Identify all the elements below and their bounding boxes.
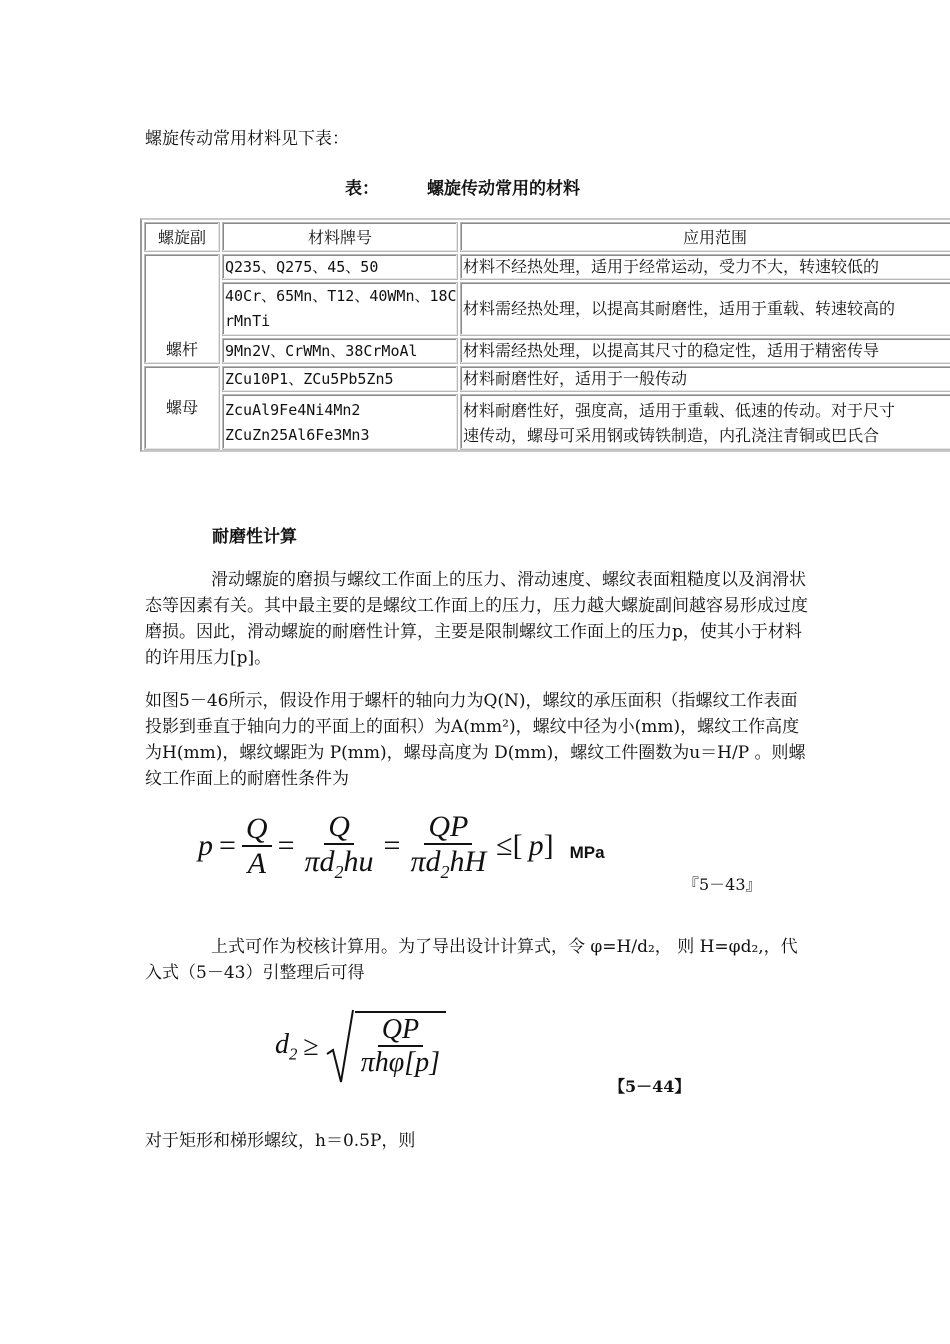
equation-number-5-43: 『5－43』: [683, 875, 762, 894]
table-caption: [345, 174, 580, 199]
table-row: 9Mn2V、CrWMn、38CrMoAl: [222, 338, 458, 364]
table-row-application: 材料需经热处理，以提高其尺寸的稳定性，适用于精密传导: [460, 338, 950, 364]
paragraph-wear: [145, 567, 813, 671]
sqrt-sign-icon: [325, 1008, 355, 1086]
formula-unit: MPa: [569, 843, 605, 863]
header-pair: 螺旋副: [144, 222, 220, 252]
table-row-application: 材料耐磨性好，适用于一般传动: [460, 366, 950, 392]
header-material: 材料牌号: [222, 222, 458, 252]
paragraph-condition: 如图5－46所示，假设作用于螺杆的轴向力为Q(N)，螺纹的承压面积（指螺纹工作表面投影到垂直于轴向力的平面上的面积）为A(mm²)，螺纹中径为小(mm)，螺纹工作高度为H(mm)，螺纹螺距为 P(mm)，螺母高度为 D(mm)，螺纹工件圈数为u＝H/P 。则螺纹工作面上的耐磨性条件为: [145, 691, 806, 789]
formula-5-43: p = $\frac{Q}{A}$ = $\frac{Q}{\pi d_2hu}$ = $\frac{QP}{\pi d_2hH}$ ≤[ p ] MPa: [198, 810, 605, 882]
paragraph-design: [145, 934, 813, 986]
paragraph-design-text: 上式可作为校核计算用。为了导出设计计算式，令 φ=H/d₂， 则 H=φd₂,，代入式（5－43）引整理后可得: [145, 937, 798, 983]
group-screw-label: 螺杆: [165, 340, 198, 359]
table-row: Q235、Q275、45、50: [222, 254, 458, 280]
table-row: [222, 282, 458, 336]
material-line: ZCuZn25Al6Fe3Mn3: [225, 426, 370, 444]
group-nut: [144, 366, 220, 450]
paragraph-wear-text: 滑动螺旋的磨损与螺纹工作面上的压力、滑动速度、螺纹表面粗糙度以及润滑状态等因素有关。其中最主要的是螺纹工作面上的压力，压力越大螺旋副间越容易形成过度磨损。因此，滑动螺旋的耐磨性计算，主要是限制螺纹工作面上的压力p，使其小于材料的许用压力[p]。: [145, 570, 808, 668]
materials-table: [140, 218, 950, 452]
equation-number-5-44: 【5－44】: [609, 1077, 691, 1096]
section-title: 耐磨性计算: [212, 527, 297, 547]
material-line: 40Cr、65Mn、T12、40WMn、18C: [225, 287, 457, 305]
table-row: ZCu10P1、ZCu5Pb5Zn5: [222, 366, 458, 392]
formula-5-44: $d_2$ ≥ $\frac{QP}{\text{πhφ[p]}}$: [275, 1008, 446, 1086]
caption-label: 表：: [345, 179, 379, 199]
application-line: 速传动，螺母可采用钢或铸铁制造，内孔浇注青铜或巴氏合: [463, 426, 880, 445]
material-line: ZcuAl9Fe4Ni4Mn2: [225, 401, 361, 419]
group-nut-label: 螺母: [165, 398, 198, 417]
material-line: rMnTi: [225, 312, 271, 330]
paragraph-rect-thread: 对于矩形和梯形螺纹，h＝0.5P，则: [145, 1131, 416, 1151]
table-row-application: 材料不经热处理，适用于经常运动，受力不大，转速较低的: [460, 254, 950, 280]
table-row-application: [460, 394, 950, 450]
group-screw: [144, 254, 220, 364]
table-row-application: 材料需经热处理，以提高其耐磨性，适用于重载、转速较高的: [460, 282, 950, 336]
intro-text: 螺旋传动常用材料见下表：: [145, 129, 349, 149]
caption-title: 螺旋传动常用的材料: [427, 179, 580, 199]
header-application: 应用范围: [460, 222, 950, 252]
table-row: [222, 394, 458, 450]
application-line: 材料耐磨性好，强度高，适用于重载、低速的传动。对于尺寸: [463, 401, 896, 420]
